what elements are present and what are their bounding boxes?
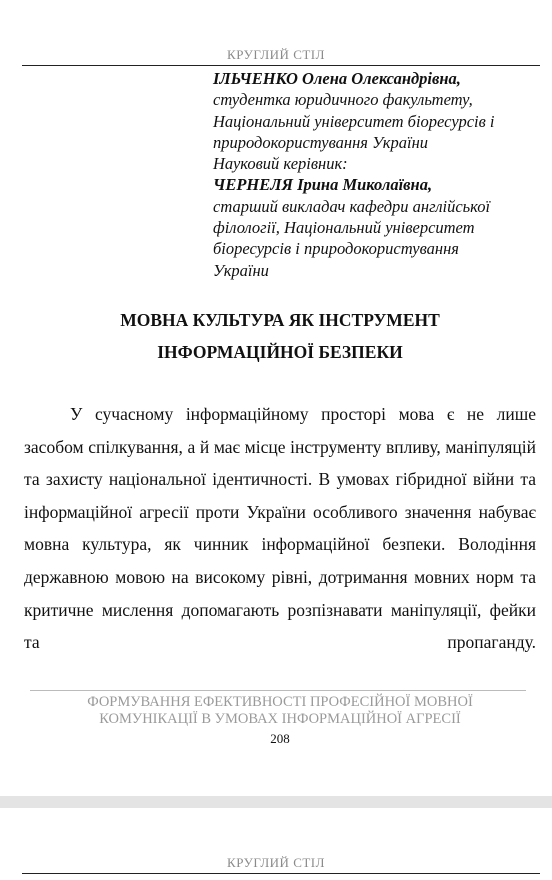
page-separator: [0, 796, 552, 808]
author-line: біоресурсів і природокористування: [213, 239, 459, 259]
author-line: ЧЕРНЕЛЯ Ірина Миколаївна,: [213, 175, 433, 195]
footer-line-1: ФОРМУВАННЯ ЕФЕКТИВНОСТІ ПРОФЕСІЙНОЇ МОВНОЇ: [87, 694, 473, 710]
author-block: [213, 68, 538, 281]
author-line: ІЛЬЧЕНКО Олена Олександрівна,: [213, 69, 461, 88]
author-line: Національний університет біоресурсів і: [213, 111, 495, 131]
header-rule-next-page: [22, 873, 540, 874]
running-head: КРУГЛИЙ СТІЛ: [227, 47, 325, 62]
page-number: 208: [270, 731, 290, 746]
running-head-next-page: КРУГЛИЙ СТІЛ: [227, 855, 325, 870]
footer-line-2: КОМУНІКАЦІЇ В УМОВАХ ІНФОРМАЦІЙНОЇ АГРЕСІЇ: [99, 711, 461, 727]
paper-title-line-2: ІНФОРМАЦІЙНОЇ БЕЗПЕКИ: [157, 342, 403, 362]
body-paragraph: У сучасному інформаційному просторі мова є не лише засобом спілкування, а й має місце інструменту впливу, маніпуляцій та захисту національної ідентичності. В умовах гібридної війни та інформаційної агресії проти України особливого значення набуває мовна культура, як чинник інформаційної безпеки. Володіння державною мовою на високому рівні, дотримання мовних норм та критичне мислення допомагають розпізнавати маніпуляції, фейки та пропаганду.: [24, 404, 536, 653]
header-rule: [22, 65, 540, 66]
paper-title-line-1: МОВНА КУЛЬТУРА ЯК ІНСТРУМЕНТ: [120, 310, 440, 330]
author-line: старший викладач кафедри англійської: [213, 196, 491, 216]
author-line: студентка юридичного факультету,: [213, 90, 473, 110]
author-line: України: [213, 260, 269, 280]
author-line: філології, Національний університет: [213, 218, 475, 238]
author-line: Науковий керівник:: [213, 154, 348, 174]
author-line: природокористування України: [213, 132, 429, 152]
footer-rule: [30, 690, 526, 691]
